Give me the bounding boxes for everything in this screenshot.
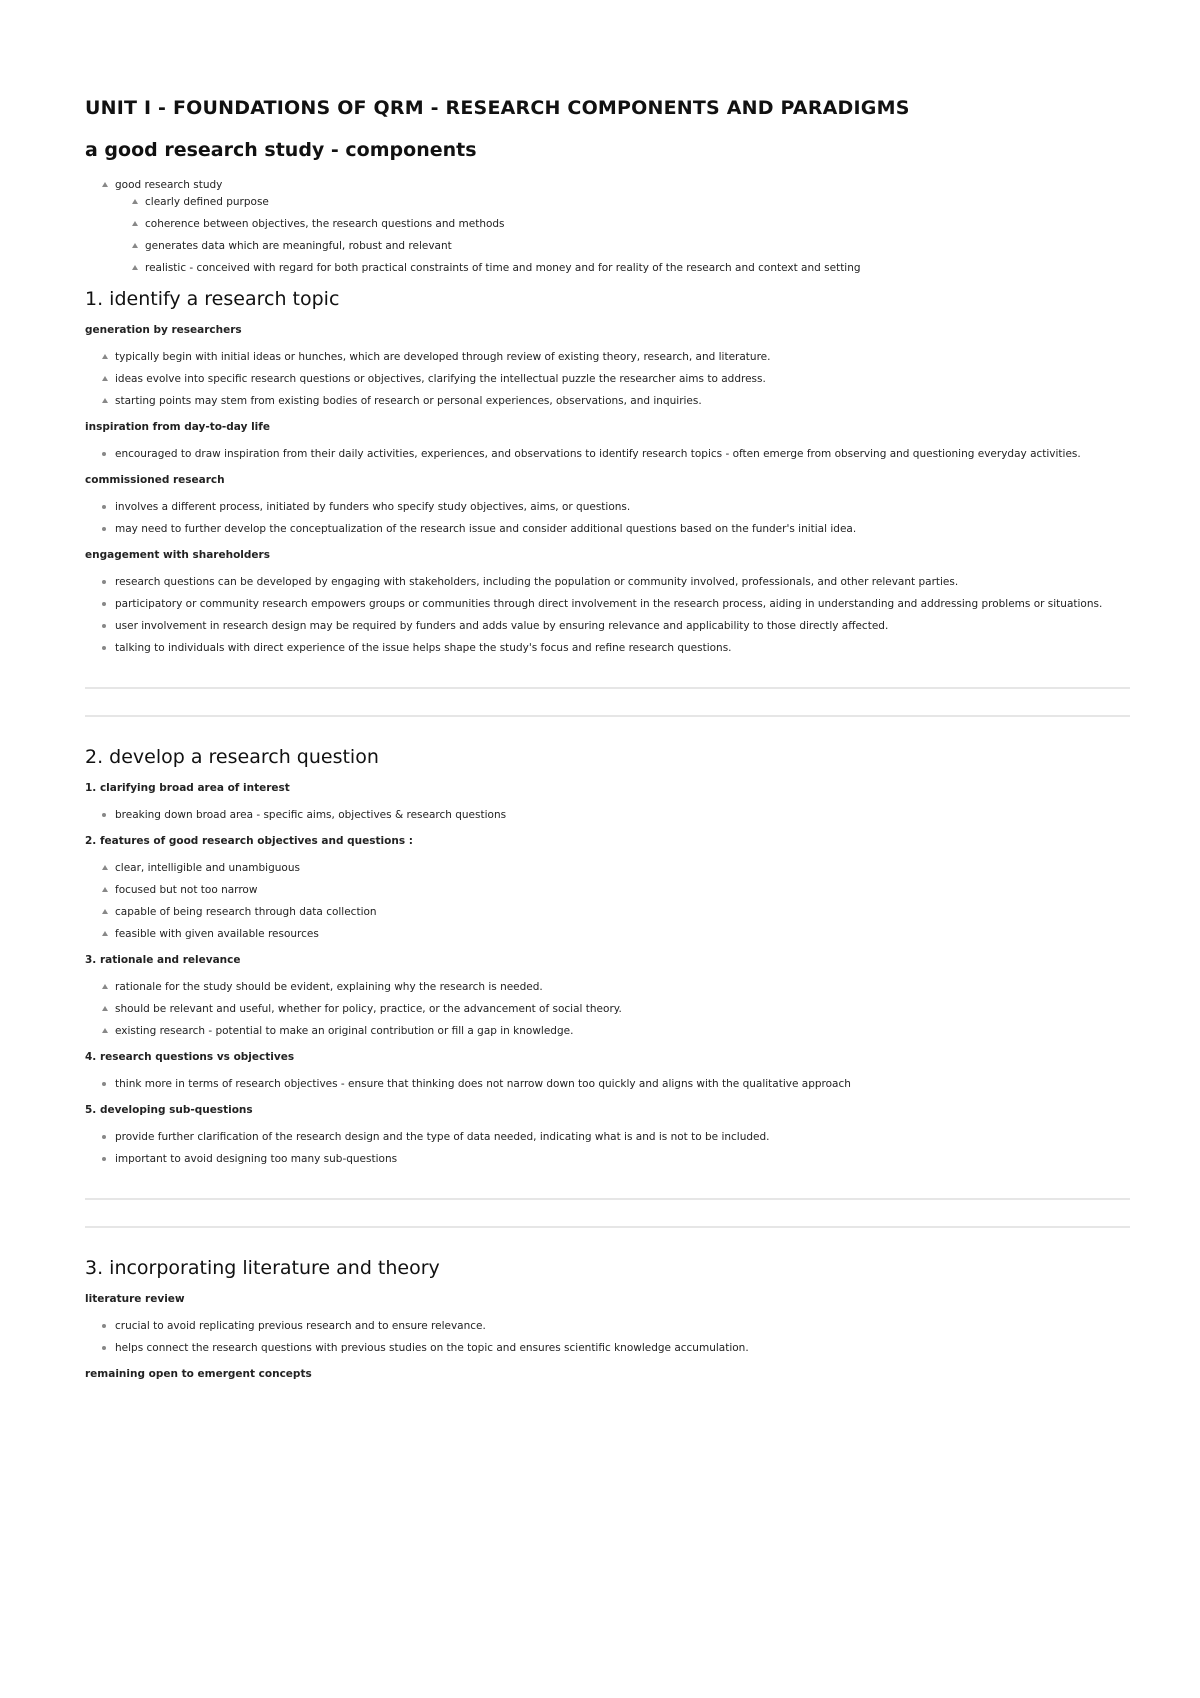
list-item: focused but not too narrow	[115, 883, 1130, 897]
list-item: ideas evolve into specific research questions or objectives, clarifying the intellectual puzzle the researcher aims to address.	[115, 372, 1130, 386]
list-item: starting points may stem from existing bodies of research or personal experiences, observations, and inquiries.	[115, 394, 1130, 408]
subheading: 5. developing sub-questions	[85, 1104, 253, 1116]
list-item: provide further clarification of the research design and the type of data needed, indicating what is and is not to be included.	[115, 1130, 1130, 1144]
bullet-list	[85, 1077, 1130, 1091]
bullet-list	[85, 1130, 1130, 1166]
components-sublist	[115, 195, 1130, 275]
list-item: talking to individuals with direct experience of the issue helps shape the study's focus and refine research questions.	[115, 641, 1130, 655]
list-item: clearly defined purpose	[145, 195, 1130, 209]
bullet-list	[85, 500, 1130, 536]
subheading: inspiration from day-to-day life	[85, 421, 270, 433]
bullet-list	[85, 447, 1130, 461]
list-item: typically begin with initial ideas or hunches, which are developed through review of existing theory, research, and literature.	[115, 350, 1130, 364]
bullet-list	[85, 980, 1130, 1038]
list-item: user involvement in research design may be required by funders and adds value by ensuring relevance and applicability to those directly affected.	[115, 619, 1130, 633]
components-heading: a good research study - components	[85, 139, 477, 161]
components-top-item: good research study	[115, 179, 223, 191]
section-2-heading: 2. develop a research question	[85, 746, 379, 768]
list-item: research questions can be developed by engaging with stakeholders, including the population or community involved, professionals, and other relevant parties.	[115, 575, 1130, 589]
subheading: engagement with shareholders	[85, 549, 270, 561]
list-item: crucial to avoid replicating previous research and to ensure relevance.	[115, 1319, 1130, 1333]
subheading: 3. rationale and relevance	[85, 954, 241, 966]
subheading: 1. clarifying broad area of interest	[85, 782, 290, 794]
list-item: feasible with given available resources	[115, 927, 1130, 941]
page-title: UNIT I - FOUNDATIONS OF QRM - RESEARCH COMPONENTS AND PARADIGMS	[85, 97, 910, 119]
list-item: clear, intelligible and unambiguous	[115, 861, 1130, 875]
bullet-list	[85, 808, 1130, 822]
bullet-list	[85, 350, 1130, 408]
subheading: 4. research questions vs objectives	[85, 1051, 295, 1063]
list-item: realistic - conceived with regard for both practical constraints of time and money and for reality of the research and context and setting	[145, 261, 1130, 275]
list-item: should be relevant and useful, whether for policy, practice, or the advancement of social theory.	[115, 1002, 1130, 1016]
list-item	[115, 178, 1130, 275]
list-item: generates data which are meaningful, robust and relevant	[145, 239, 1130, 253]
list-item: participatory or community research empowers groups or communities through direct involvement in the research process, aiding in understanding and addressing problems or situations.	[115, 597, 1130, 611]
section-3-heading: 3. incorporating literature and theory	[85, 1257, 440, 1279]
list-item: capable of being research through data collection	[115, 905, 1130, 919]
subheading: generation by researchers	[85, 324, 242, 336]
list-item: rationale for the study should be evident, explaining why the research is needed.	[115, 980, 1130, 994]
subheading: literature review	[85, 1293, 185, 1305]
subheading: remaining open to emergent concepts	[85, 1368, 312, 1380]
components-list	[85, 178, 1130, 275]
bullet-list	[85, 1319, 1130, 1355]
list-item: coherence between objectives, the research questions and methods	[145, 217, 1130, 231]
bullet-list	[85, 575, 1130, 655]
list-item: helps connect the research questions with previous studies on the topic and ensures scientific knowledge accumulation.	[115, 1341, 1130, 1355]
list-item: think more in terms of research objectives - ensure that thinking does not narrow down too quickly and aligns with the qualitative approach	[115, 1077, 1130, 1091]
list-item: important to avoid designing too many sub-questions	[115, 1152, 1130, 1166]
list-item: may need to further develop the conceptualization of the research issue and consider additional questions based on the funder's initial idea.	[115, 522, 1130, 536]
list-item: encouraged to draw inspiration from their daily activities, experiences, and observations to identify research topics - often emerge from observing and questioning everyday activities.	[115, 447, 1130, 461]
bullet-list	[85, 861, 1130, 941]
section-1-heading: 1. identify a research topic	[85, 288, 340, 310]
document-page	[85, 96, 1130, 1394]
list-item: breaking down broad area - specific aims, objectives & research questions	[115, 808, 1130, 822]
subheading: 2. features of good research objectives and questions :	[85, 835, 413, 847]
subheading: commissioned research	[85, 474, 225, 486]
list-item: involves a different process, initiated by funders who specify study objectives, aims, or questions.	[115, 500, 1130, 514]
list-item: existing research - potential to make an original contribution or fill a gap in knowledge.	[115, 1024, 1130, 1038]
